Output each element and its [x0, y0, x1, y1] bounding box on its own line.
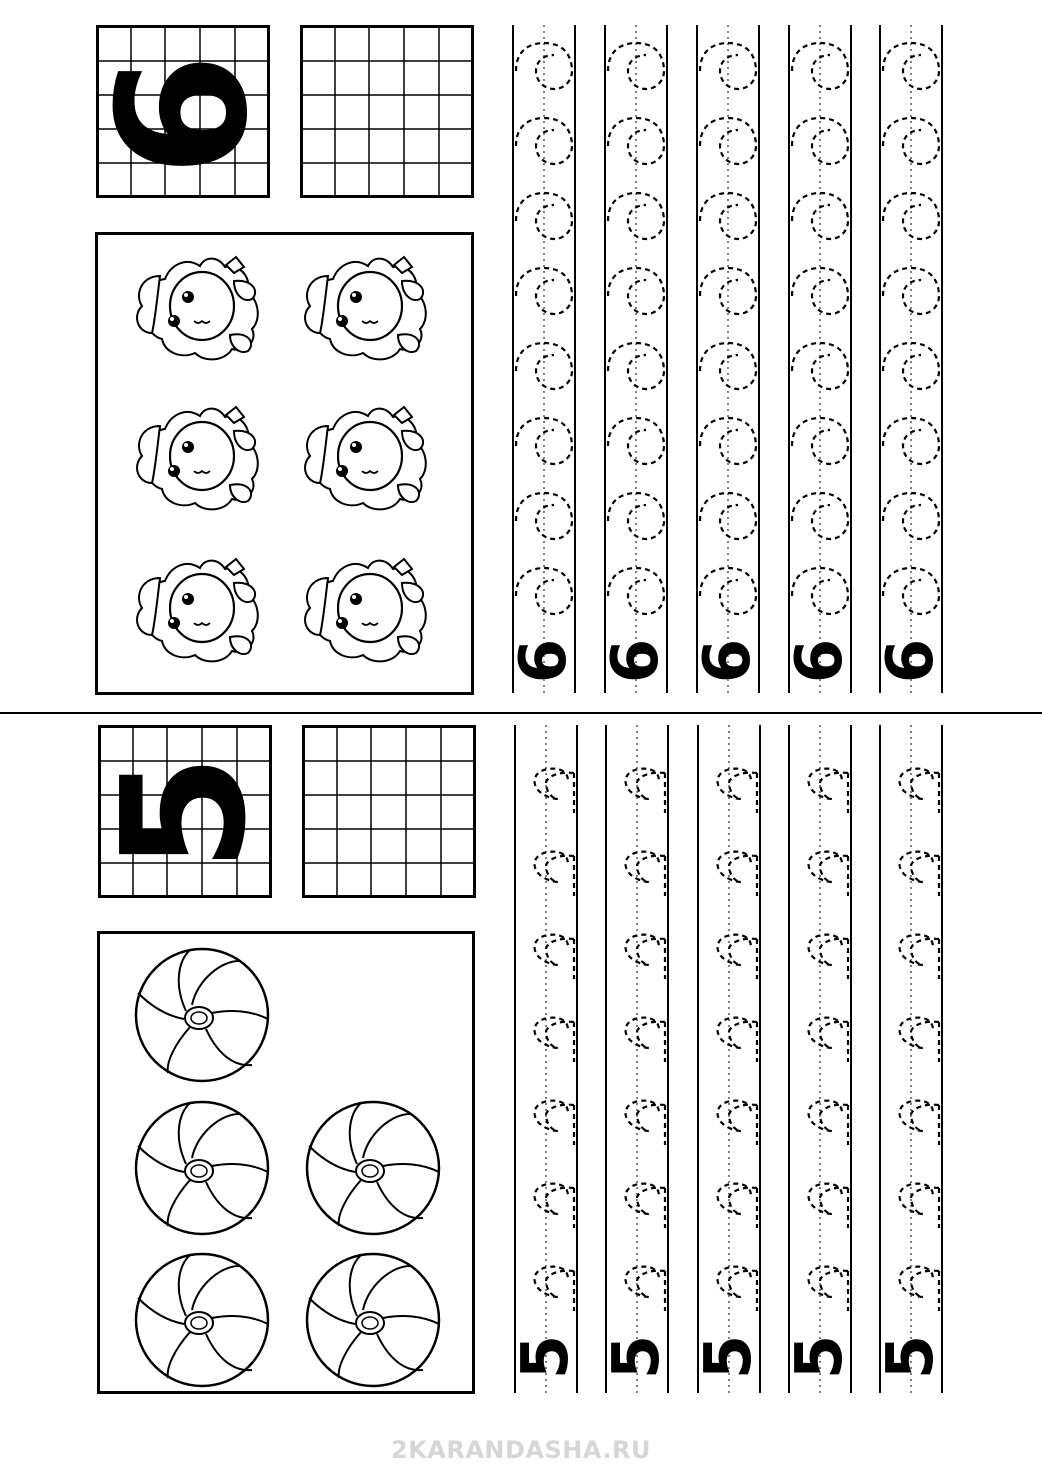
beach-ball-icon — [136, 1254, 268, 1386]
practice-grid-svg — [300, 25, 474, 198]
trace-row[interactable] — [509, 725, 583, 1393]
trace-row-solid-digit: 5 — [509, 1334, 583, 1380]
digit-6-sample-grid — [79, 25, 287, 198]
trace-row-svg — [874, 725, 948, 1393]
beach-ball-icon — [136, 1102, 268, 1234]
lambs-svg — [98, 235, 471, 692]
counting-picture-lambs — [95, 232, 474, 695]
trace-row-svg — [509, 725, 583, 1393]
trace-row-solid-digit: 6 — [783, 638, 857, 684]
digit-5-sample-svg — [86, 725, 284, 898]
digit-5-practice-grid[interactable] — [302, 725, 476, 898]
trace-row-svg — [692, 725, 766, 1393]
digit-6-sample: 6 — [79, 53, 287, 177]
trace-row-svg — [691, 25, 765, 693]
site-watermark: 2KARANDASHA.RU — [391, 1436, 651, 1464]
trace-row-solid-digit: 6 — [874, 638, 948, 684]
trace-row[interactable] — [691, 25, 765, 693]
digit-6-practice-grid[interactable] — [300, 25, 474, 198]
lamb-icon — [137, 257, 258, 359]
trace-row-svg — [783, 25, 857, 693]
trace-row-svg — [874, 25, 948, 693]
lamb-icon — [137, 407, 258, 509]
trace-row-solid-digit: 6 — [599, 638, 673, 684]
trace-row-svg — [599, 25, 673, 693]
trace-row[interactable] — [783, 25, 857, 693]
trace-row-svg — [507, 25, 581, 693]
beach-ball-icon — [136, 949, 268, 1081]
lamb-icon — [305, 559, 426, 661]
trace-row-solid-digit: 5 — [692, 1334, 766, 1380]
trace-row-solid-digit: 6 — [507, 638, 581, 684]
beach-ball-icon — [307, 1102, 439, 1234]
trace-row[interactable] — [507, 25, 581, 693]
digit-6-sample-svg — [79, 25, 287, 198]
trace-row[interactable] — [600, 725, 674, 1393]
balls-svg — [100, 934, 472, 1391]
trace-row[interactable] — [874, 25, 948, 693]
trace-row-solid-digit: 6 — [691, 638, 765, 684]
lamb-icon — [305, 257, 426, 359]
trace-row-solid-digit: 5 — [874, 1334, 948, 1380]
beach-ball-icon — [307, 1254, 439, 1386]
trace-row-solid-digit: 5 — [600, 1334, 674, 1380]
lamb-icon — [137, 559, 258, 661]
trace-row[interactable] — [783, 725, 857, 1393]
trace-row[interactable] — [692, 725, 766, 1393]
trace-row-svg — [600, 725, 674, 1393]
lamb-icon — [305, 407, 426, 509]
trace-row-solid-digit: 5 — [783, 1334, 857, 1380]
counting-picture-balls — [97, 931, 475, 1394]
trace-row-svg — [783, 725, 857, 1393]
digit-5-sample: 5 — [86, 753, 284, 873]
practice-grid-svg — [302, 725, 476, 898]
section-divider — [0, 712, 1042, 714]
trace-row[interactable] — [874, 725, 948, 1393]
digit-5-sample-grid — [86, 725, 284, 898]
trace-row[interactable] — [599, 25, 673, 693]
